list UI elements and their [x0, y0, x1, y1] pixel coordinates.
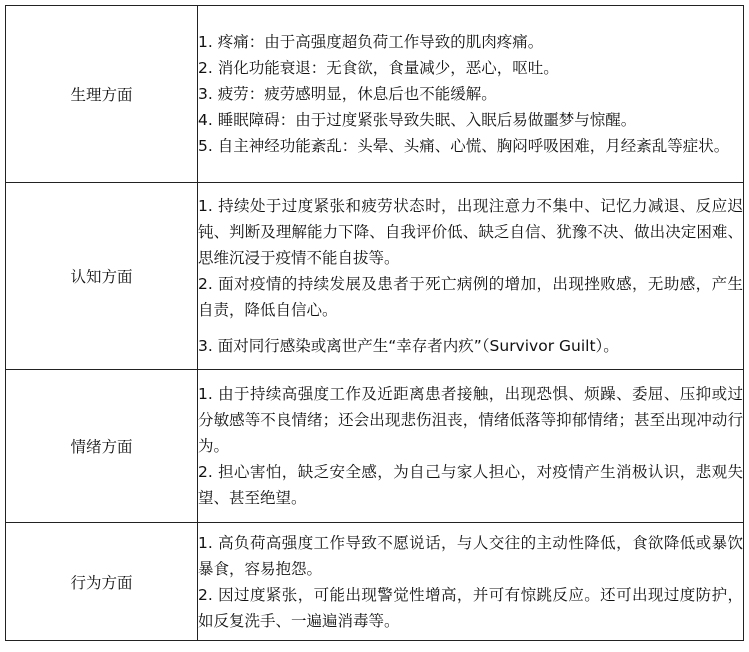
- content-cell: [198, 6, 744, 183]
- list-item: 5. 自主神经功能紊乱：头晕、头痛、心慌、胸闷呼吸困难，月经紊乱等症状。: [198, 137, 730, 155]
- list-item: 1. 由于持续高强度工作及近距离患者接触，出现恐惧、烦躁、委屈、压抑或过分敏感等不良情绪；还会出现悲伤沮丧，情绪低落等抑郁情绪；甚至出现冲动行为。: [198, 385, 743, 455]
- list-item: 3. 面对同行感染或离世产生“幸存者内疚”（Survivor Guilt）。: [198, 337, 619, 355]
- list-item: 1. 高负荷高强度工作导致不愿说话，与人交往的主动性降低，食欲降低或暴饮暴食，容易抱怨。: [198, 533, 743, 578]
- category-cell: 情绪方面: [6, 370, 198, 523]
- list-item: 4. 睡眠障碍：由于过度紧张导致失眠、入眠后易做噩梦与惊醒。: [198, 111, 637, 129]
- table-row-emotional: [6, 370, 744, 523]
- list-item: 1. 疼痛：由于高强度超负荷工作导致的肌肉疼痛。: [198, 33, 544, 51]
- table-row-physiological: [6, 6, 744, 183]
- list-item: 2. 消化功能衰退：无食欲，食量减少，恶心，呕吐。: [198, 59, 559, 77]
- table-row-behavioral: [6, 523, 744, 641]
- content-cell: [198, 183, 744, 370]
- content-cell: [198, 523, 744, 641]
- list-item: 3. 疲劳：疲劳感明显，休息后也不能缓解。: [198, 85, 497, 103]
- content-cell: [198, 370, 744, 523]
- symptom-table: [5, 5, 744, 641]
- list-item: 2. 因过度紧张，可能出现警觉性增高，并可有惊跳反应。还可出现过度防护，如反复洗手、一遍遍消毒等。: [198, 585, 743, 630]
- list-item: 1. 持续处于过度紧张和疲劳状态时，出现注意力不集中、记忆力减退、反应迟钝、判断及理解能力下降、自我评价低、缺乏自信、犹豫不决、做出决定困难、思维沉浸于疫情不能自拔等。: [198, 197, 743, 267]
- category-cell: 生理方面: [6, 6, 198, 183]
- list-item: 2. 担心害怕，缺乏安全感，为自己与家人担心，对疫情产生消极认识，悲观失望、甚至绝望。: [198, 463, 743, 507]
- list-item: 2. 面对疫情的持续发展及患者于死亡病例的增加，出现挫败感，无助感，产生自责，降低自信心。: [198, 275, 743, 319]
- category-cell: 行为方面: [6, 523, 198, 641]
- category-cell: 认知方面: [6, 183, 198, 370]
- table-row-cognitive: [6, 183, 744, 370]
